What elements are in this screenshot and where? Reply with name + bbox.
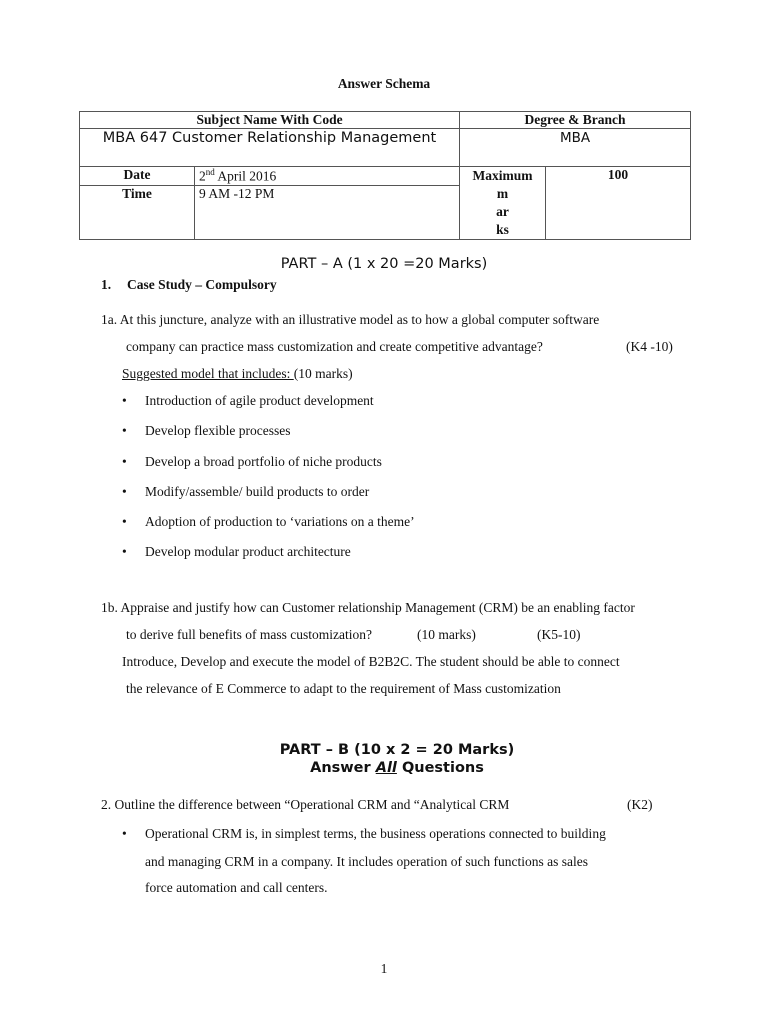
q1a-code: (K4 -10) [626, 339, 673, 354]
date-value: 2nd April 2016 [195, 167, 460, 186]
q1b-code: (K5-10) [537, 627, 581, 642]
subject-name: MBA 647 Customer Relationship Management [80, 129, 460, 167]
part-a-heading: PART – A (1 x 20 =20 Marks) [280, 256, 488, 272]
q2-text: 2. Outline the difference between “Operational CRM and “Analytical CRM [101, 797, 510, 812]
suggested-model: Suggested model that includes: (10 marks) [122, 366, 353, 381]
degree-value: MBA [460, 129, 691, 167]
q2-bullet-line-2: and managing CRM in a company. It includes operation of such functions as sales [145, 854, 589, 869]
document-page: Answer Schema Subject Name With Code Degree & Branch MBA 647 Customer Relationship Management MBA Date 2nd April 2016 Maximum m ar ks 100 Time 9 AM -12 PM PART – A (1 x 20 =20 Marks) 1. Case Study – Compulsory 1a. At this juncture, analyze with an illustrative model as to how a global computer software company can practice mass customization and create competitive advantage? (K4 -10) Suggested model that includes: (10 marks) • Introduction of agile product development • Develop flexible processes • Develop a broad portfolio of niche products • Modify/assemble/ build products to order • Adoption of production to ‘variations on a theme’ • Develop modular product architecture 1b. Appraise and justify how can Customer relationship Management (CRM) be an enabling factor to derive full benefits of mass customization? (10 marks) (K5-10) Introduce, Develop and execute the model of B2B2C. The student should be able to connect the relevance of E Commerce to adapt to the requirement of Mass customization PART – B (10 x 2 = 20 Marks) Answer All Questions 2. Outline the difference between “Operational CRM and “Analytical CRM (K2) • Operational CRM is, in simplest terms, the business operations connected to building and managing CRM in a company. It includes operation of such functions as sales force automation and call centers. 1 [0, 0, 768, 1024]
time-value: 9 AM -12 PM [195, 186, 460, 240]
q1b-line-4: the relevance of E Commerce to adapt to the requirement of Mass customization [126, 681, 561, 696]
q1a-line-1: 1a. At this juncture, analyze with an illustrative model as to how a global computer software [101, 312, 600, 327]
time-label: Time [80, 186, 195, 240]
header-degree: Degree & Branch [460, 112, 691, 129]
q1b-line-2: to derive full benefits of mass customization? [126, 627, 372, 642]
q1b-marks: (10 marks) [417, 627, 476, 642]
q1-number: 1. [101, 277, 112, 292]
page-number: 1 [380, 961, 388, 976]
doc-title: Answer Schema [337, 76, 431, 91]
max-marks-label: Maximum m ar ks [460, 167, 546, 240]
q1b-line-3: Introduce, Develop and execute the model of B2B2C. The student should be able to connect [122, 654, 620, 669]
q2-bullet-line-3: force automation and call centers. [145, 880, 328, 895]
q1b-line-1: 1b. Appraise and justify how can Customer relationship Management (CRM) be an enabling factor [101, 600, 635, 615]
exam-info-table [79, 111, 691, 240]
header-subject: Subject Name With Code [80, 112, 460, 129]
part-b-heading: PART – B (10 x 2 = 20 Marks) [279, 742, 515, 758]
q2-bullet-dot: • [122, 826, 127, 841]
q1a-line-2: company can practice mass customization and create competitive advantage? [126, 339, 543, 354]
q1-title: Case Study – Compulsory [127, 277, 277, 292]
q2-bullet-line-1: Operational CRM is, in simplest terms, the business operations connected to building [145, 826, 606, 841]
date-label: Date [80, 167, 195, 186]
max-marks-value: 100 [546, 167, 691, 240]
part-b-subheading: Answer All Questions [310, 760, 484, 776]
q2-code: (K2) [627, 797, 653, 812]
